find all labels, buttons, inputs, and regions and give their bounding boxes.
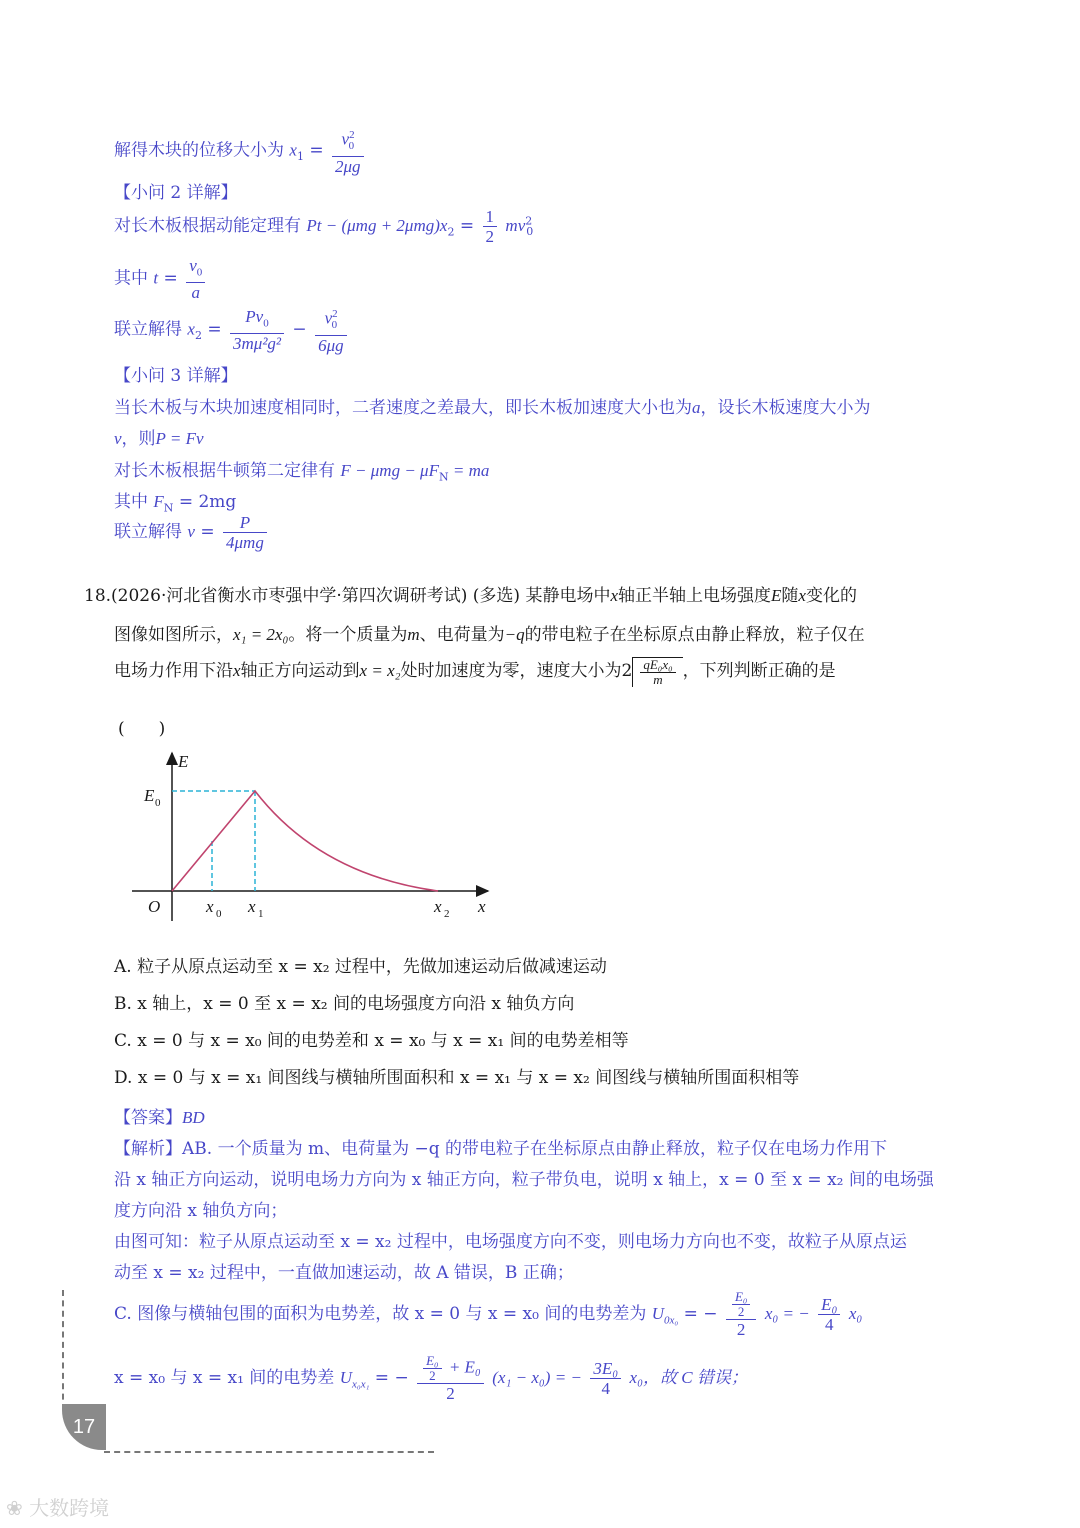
analysis-line-3: 度方向沿 x 轴负方向； [114,1201,288,1221]
watermark: ❀ 大数跨境 [6,1496,110,1520]
solution-line-8: 其中 $F_N = 2mg$ [114,492,237,515]
analysis-line-1: 【解析】AB. 一个质量为 m、电荷量为 −q 的带电粒子在坐标原点由静止释放，粒子仅在电场力作用下 [114,1139,888,1159]
x1-label: x [248,897,256,916]
analysis-line-4: 由图可知：粒子从原点运动至 x = x₂ 过程中，电场强度方向不变，则电场力方向也不变，故粒子从原点运 [114,1232,907,1252]
analysis-line-c2: x = x₀ 与 x = x₁ 间的电势差 $U_{x_0x_1}$ = − $\frac{\text{E₀}}{2}$ + E₀ 2 (x₁ − x₀) = − $\frac{\text{3E₀}}{4}$ x₀，故 C 错误； [114,1353,748,1403]
solution-line-4: 联立解得 $x_2$ = $\frac{Pv_0}{\text{3mμ²g²}}$ − $\frac{v^2_0}{6\mu g}$ [114,305,350,355]
x0-sub: 0 [216,908,222,920]
question-line-2: 图像如图所示，x₁ = 2x₀。将一个质量为m、电荷量为−q的带电粒子在坐标原点由静止释放，粒子仅在 [114,625,865,645]
x2-label: x [434,897,442,916]
answer-line: 【答案】BD [114,1108,205,1128]
x-axis-label: x [478,897,486,916]
e-x-graph [120,745,500,925]
x0-label: x [206,897,214,916]
page-number: 17 [62,1404,106,1450]
option-d: D. x = 0 与 x = x₁ 间图线与横轴所围面积和 x = x₁ 与 x = x₂ 间图线与横轴所围面积相等 [114,1068,800,1088]
question-line-1: 18.(2026·河北省衡水市枣强中学·第四次调研考试) (多选) 某静电场中x轴正半轴上电场强度E随x变化的 [84,586,857,606]
page-border-horizontal [104,1451,434,1453]
part3-header: 【小问 3 详解】 [114,366,238,386]
y-axis-label: E [178,752,189,771]
x1-sub: 1 [258,908,264,920]
solution-line-5: 当长木板与木块加速度相同时，二者速度之差最大，即长木板加速度大小也为a，设长木板速度大小为 [114,398,871,418]
solution-line-6: v，则P = Fv [114,429,204,449]
option-b: B. x 轴上，x = 0 至 x = x₂ 间的电场强度方向沿 x 轴负方向 [114,994,575,1014]
analysis-line-2: 沿 x 轴正方向运动，说明电场力方向为 x 轴正方向，粒子带负电，说明 x 轴上，x = 0 至 x = x₂ 间的电场强 [114,1170,934,1190]
solution-line-1: 解得木块的位移大小为 $x_1$ = $\frac{v^2_0}{2\mu g}$ [114,126,367,176]
page-border-vertical [62,1290,64,1410]
fraction: $\frac{v^2_0}{2\mu g}$ [332,126,364,176]
answer-paren: ( ) [118,719,166,739]
option-a: A. 粒子从原点运动至 x = x₂ 过程中，先做加速运动后做减速运动 [114,957,607,977]
e0-sub: 0 [155,797,161,809]
x2-sub: 2 [444,908,450,920]
analysis-line-5: 动至 x = x₂ 过程中，一直做加速运动，故 A 错误，B 正确； [114,1263,574,1283]
origin-label: O [148,897,161,916]
solution-line-3: 其中 t = $\frac{v_0}{a}$ [114,256,208,302]
analysis-line-c1: C. 图像与横轴包围的面积为电势差，故 x = 0 与 x = x₀ 间的电势差为 $U_{0x_0}$ = − $\frac{\frac{\text{E₀}}{2}}{2}$ x₀ = − $\frac{\text{E₀}}{4}$ x₀ [114,1289,863,1339]
option-c: C. x = 0 与 x = x₀ 间的电势差和 x = x₀ 与 x = x₁ 间的电势差相等 [114,1031,629,1051]
e0-label: E [144,786,155,805]
solution-line-2: 对长木板根据动能定理有 $Pt - (\mu mg + 2\mu mg)x_2$ = $\frac{1}{2}$ $mv^2_0$ [114,207,534,246]
solution-line-7: 对长木板根据牛顿第二定律有 $F - \mu mg - \mu F_N$ = ma [114,461,490,484]
solution-line-9: 联立解得 v = $\frac{P}{\text{4μmg}}$ [114,513,270,552]
watermark-logo-icon: ❀ [6,1496,23,1520]
part2-header: 【小问 2 详解】 [114,183,238,203]
question-line-3: 电场力作用下沿x轴正方向运动到x = x₂处时加速度为零，速度大小为2 $\frac{\text{qE₀x₀}}{m}$ ，下列判断正确的是 [114,656,836,687]
